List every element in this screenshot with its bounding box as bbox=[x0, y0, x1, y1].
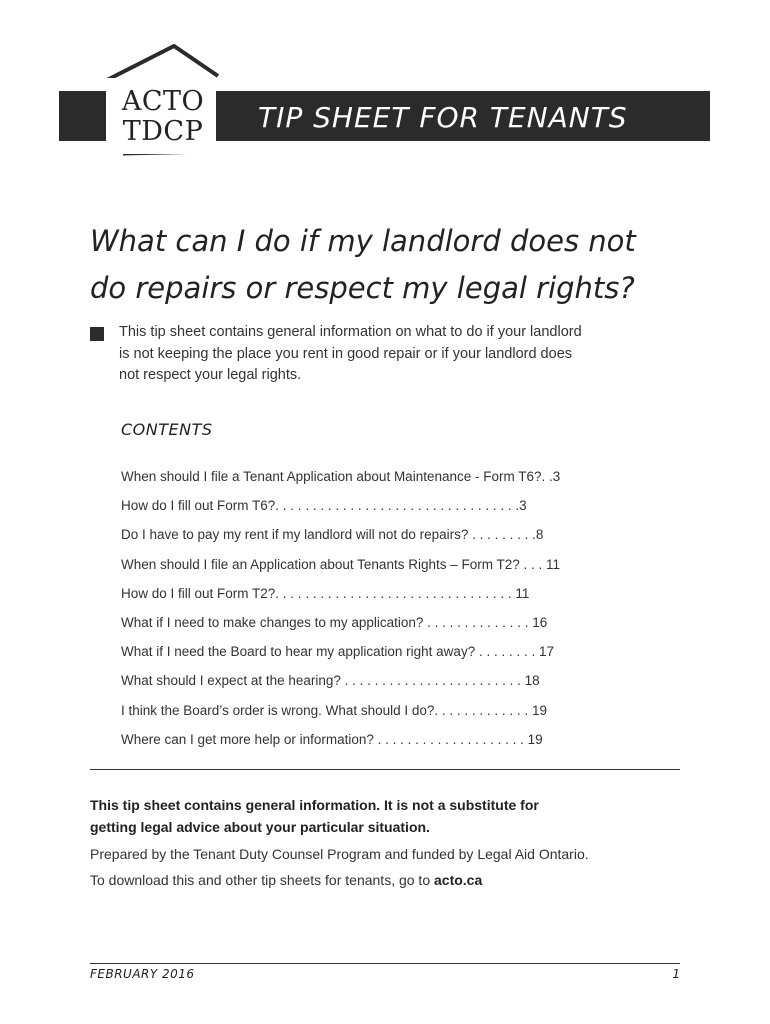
page-number: 1 bbox=[672, 967, 680, 981]
disclaimer-line: getting legal advice about your particular situation. bbox=[90, 819, 430, 835]
download-text bbox=[90, 869, 482, 891]
divider bbox=[90, 769, 680, 770]
main-heading-line: do repairs or respect my legal rights? bbox=[90, 271, 635, 305]
table-of-contents bbox=[121, 462, 641, 754]
toc-item: When should I file an Application about Tenants Rights – Form T2? . . . 11 bbox=[121, 556, 561, 572]
prepared-by-text: Prepared by the Tenant Duty Counsel Program and funded by Legal Aid Ontario. bbox=[90, 846, 589, 862]
contents-heading: CONTENTS bbox=[121, 420, 213, 439]
logo-tdcp-text: TDCP bbox=[122, 116, 204, 147]
acto-link[interactable]: acto.ca bbox=[434, 872, 483, 888]
bullet-square-icon bbox=[90, 327, 104, 341]
footer-divider bbox=[90, 963, 680, 964]
acto-logo bbox=[103, 44, 227, 159]
main-heading bbox=[90, 218, 710, 312]
toc-item: Do I have to pay my rent if my landlord will not do repairs? . . . . . . . . .8 bbox=[121, 527, 544, 543]
download-label: To download this and other tip sheets for tenants, go to bbox=[90, 872, 434, 888]
intro-line: This tip sheet contains general information on what to do if your landlord bbox=[119, 324, 582, 340]
main-heading-line: What can I do if my landlord does not bbox=[90, 224, 636, 258]
toc-item: When should I file a Tenant Application about Maintenance - Form T6?. .3 bbox=[121, 469, 561, 484]
toc-item: How do I fill out Form T6?. . . . . . . . . . . . . . . . . . . . . . . . . . . . . . . . .3 bbox=[121, 498, 527, 514]
toc-item: What should I expect at the hearing? . . . . . . . . . . . . . . . . . . . . . . . . 18 bbox=[121, 673, 540, 689]
logo-acto-text: ACTO bbox=[121, 86, 205, 117]
intro-paragraph bbox=[119, 322, 699, 387]
disclaimer-line: This tip sheet contains general information. It is not a substitute for bbox=[90, 797, 539, 813]
intro-line: not respect your legal rights. bbox=[119, 367, 302, 383]
disclaimer bbox=[90, 794, 690, 838]
footer-date: FEBRUARY 2016 bbox=[90, 967, 195, 981]
header-title: TIP SHEET FOR TENANTS bbox=[258, 101, 628, 134]
toc-item: How do I fill out Form T2?. . . . . . . . . . . . . . . . . . . . . . . . . . . . . . . . 11 bbox=[121, 585, 530, 601]
intro-line: is not keeping the place you rent in good repair or if your landlord does bbox=[119, 345, 573, 362]
toc-item: Where can I get more help or information? . . . . . . . . . . . . . . . . . . . . 19 bbox=[121, 731, 543, 747]
toc-item: I think the Board’s order is wrong. What should I do?. . . . . . . . . . . . . 19 bbox=[121, 702, 547, 718]
toc-item: What if I need to make changes to my application? . . . . . . . . . . . . . . 16 bbox=[121, 614, 548, 630]
toc-item: What if I need the Board to hear my application right away? . . . . . . . . 17 bbox=[121, 644, 554, 660]
